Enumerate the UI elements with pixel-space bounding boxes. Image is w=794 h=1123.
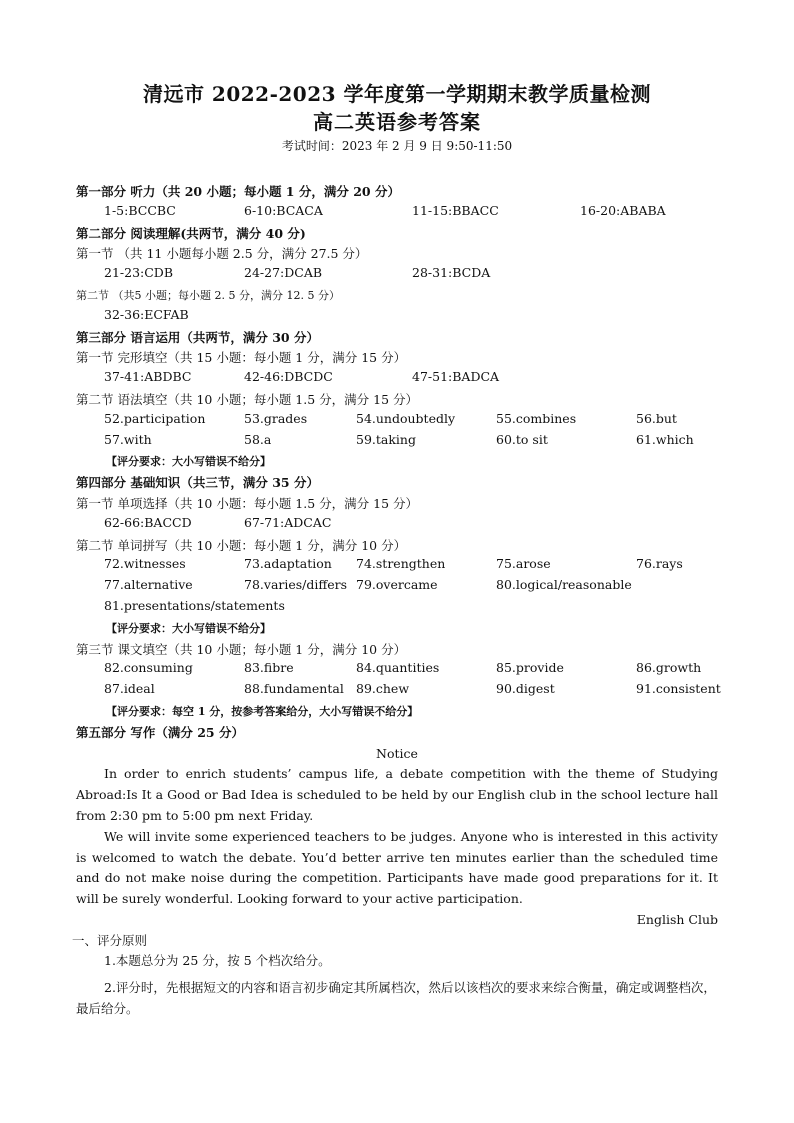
answer-group: 62-66:BACCD <box>104 514 192 530</box>
part1-answers <box>76 203 718 224</box>
answer-word: 89.chew <box>356 681 410 697</box>
part5-heading: 第五部分 写作（满分 25 分） <box>76 724 244 740</box>
essay-signature: English Club <box>636 911 718 927</box>
answer-word: 87.ideal <box>104 681 155 697</box>
document-subtitle: 高二英语参考答案 <box>313 110 481 134</box>
answer-word: 59.taking <box>356 431 416 447</box>
answer-group: 16-20:ABABA <box>580 202 666 218</box>
answer-word: 75.arose <box>496 556 551 572</box>
answer-group: 67-71:ADCAC <box>244 514 332 530</box>
part4-sec3-row <box>76 681 721 702</box>
answer-group: 32-36:ECFAB <box>104 306 189 322</box>
answer-word: 80.logical/reasonable <box>496 577 632 593</box>
answer-word: 83.fibre <box>244 660 294 676</box>
document-title: 清远市 2022-2023 学年度第一学期期末教学质量检测 <box>142 82 652 106</box>
answer-group: 24-27:DCAB <box>244 265 323 281</box>
part4-sec1-answers <box>76 515 718 536</box>
answer-group: 11-15:BBACC <box>412 202 499 218</box>
answer-word: 76.rays <box>636 556 683 572</box>
answer-word: 77.alternative <box>104 577 193 593</box>
answer-word: 57.with <box>104 431 152 447</box>
answer-word: 84.quantities <box>356 660 440 676</box>
part4-sec2-row <box>76 556 718 577</box>
principle-item: 1.本题总分为 25 分，按 5 个档次给分。 <box>104 953 331 969</box>
answer-word: 81.presentations/statements <box>104 597 285 613</box>
part2-sec2-answers <box>76 307 718 328</box>
essay-paragraph: We will invite some experienced teachers to be judges. Anyone who is interested in this activity is welcomed to watch the debate. You’d better arrive ten minutes earlier than the scheduled time and do not make noise during the competition. Participants have made good preparations for it. It will be surely wonderful. Looking forward to your active participation. <box>76 828 718 907</box>
principle-item: 2.评分时，先根据短文的内容和语言初步确定其所属档次，然后以该档次的要求来综合衡量，确定或调整档次，最后给分。 <box>76 980 716 1017</box>
part2-sec1-answers <box>76 265 718 286</box>
answer-word: 78.varies/differs <box>244 577 348 593</box>
answer-word: 60.to sit <box>496 431 548 447</box>
answer-word: 82.consuming <box>104 660 193 676</box>
answer-group: 42-46:DBCDC <box>244 369 333 385</box>
answer-word: 91.consistent <box>636 681 721 697</box>
part4-sec3-heading: 第三节 课文填空（共 10 小题；每小题 1 分，满分 10 分） <box>76 641 407 657</box>
answer-word: 52.participation <box>104 410 206 426</box>
part3-sec1-heading: 第一节 完形填空（共 15 小题：每小题 1 分，满分 15 分） <box>76 350 407 366</box>
part4-sec1-heading: 第一节 单项选择（共 10 小题：每小题 1.5 分，满分 15 分） <box>76 495 419 511</box>
scoring-note: 【评分要求：每空 1 分，按参考答案给分，大小写错误不给分】 <box>106 704 419 718</box>
part3-sec1-answers <box>76 369 718 390</box>
answer-group: 1-5:BCCBC <box>104 202 176 218</box>
part4-sec3-row <box>76 660 718 681</box>
part3-heading: 第三部分 语言运用（共两节，满分 30 分） <box>76 329 319 345</box>
answer-word: 54.undoubtedly <box>356 410 456 426</box>
part2-heading: 第二部分 阅读理解(共两节，满分 40 分) <box>76 225 306 241</box>
part4-heading: 第四部分 基础知识（共三节，满分 35 分） <box>76 475 319 491</box>
part4-sec2-row <box>76 598 718 619</box>
part2-sec2-heading: 第二节 （共5 小题；每小题 2. 5 分，满分 12. 5 分） <box>76 288 340 302</box>
part1-heading: 第一部分 听力（共 20 小题；每小题 1 分，满分 20 分） <box>76 184 400 199</box>
principles-heading: 一、评分原则 <box>72 932 148 948</box>
answer-word: 86.growth <box>636 660 702 676</box>
answer-word: 90.digest <box>496 681 555 697</box>
exam-time: 考试时间：2023 年 2 月 9 日 9:50-11:50 <box>281 139 513 153</box>
answer-group: 28-31:BCDA <box>412 265 491 281</box>
part3-sec2-heading: 第二节 语法填空（共 10 小题；每小题 1.5 分，满分 15 分） <box>76 391 419 407</box>
answer-word: 85.provide <box>496 660 564 676</box>
essay-paragraph: In order to enrich students’ campus life, a debate competition with the theme of Studying Abroad:Is It a Good or Bad Idea is scheduled to be held by our English club in the school lecture hall from 2:30 pm to 5:00 pm next Friday. <box>76 766 718 823</box>
answer-word: 56.but <box>636 410 677 426</box>
answer-word: 79.overcame <box>356 577 438 593</box>
answer-group: 21-23:CDB <box>104 265 174 281</box>
answer-word: 88.fundamental <box>244 681 344 697</box>
answer-word: 53.grades <box>244 410 308 426</box>
part4-sec2-heading: 第二节 单词拼写（共 10 小题：每小题 1 分，满分 10 分） <box>76 537 407 553</box>
answer-body <box>72 182 721 1020</box>
part2-sec1-heading: 第一节 （共 11 小题每小题 2.5 分，满分 27.5 分） <box>76 246 368 262</box>
answer-word: 74.strengthen <box>356 556 446 572</box>
answer-word: 73.adaptation <box>244 556 332 572</box>
answer-word: 58.a <box>244 431 272 447</box>
answer-word: 55.combines <box>496 410 577 426</box>
part4-sec2-row <box>76 577 718 598</box>
answer-word: 72.witnesses <box>104 556 186 572</box>
answer-word: 61.which <box>636 431 694 447</box>
answer-group: 6-10:BCACA <box>244 202 323 218</box>
scoring-note: 【评分要求：大小写错误不给分】 <box>106 455 271 469</box>
scoring-note: 【评分要求：大小写错误不给分】 <box>106 621 271 635</box>
notice-title: Notice <box>376 745 418 761</box>
answer-group: 37-41:ABDBC <box>104 369 192 385</box>
part3-sec2-row <box>76 411 718 432</box>
answer-group: 47-51:BADCA <box>412 369 500 385</box>
part3-sec2-row <box>76 432 718 453</box>
